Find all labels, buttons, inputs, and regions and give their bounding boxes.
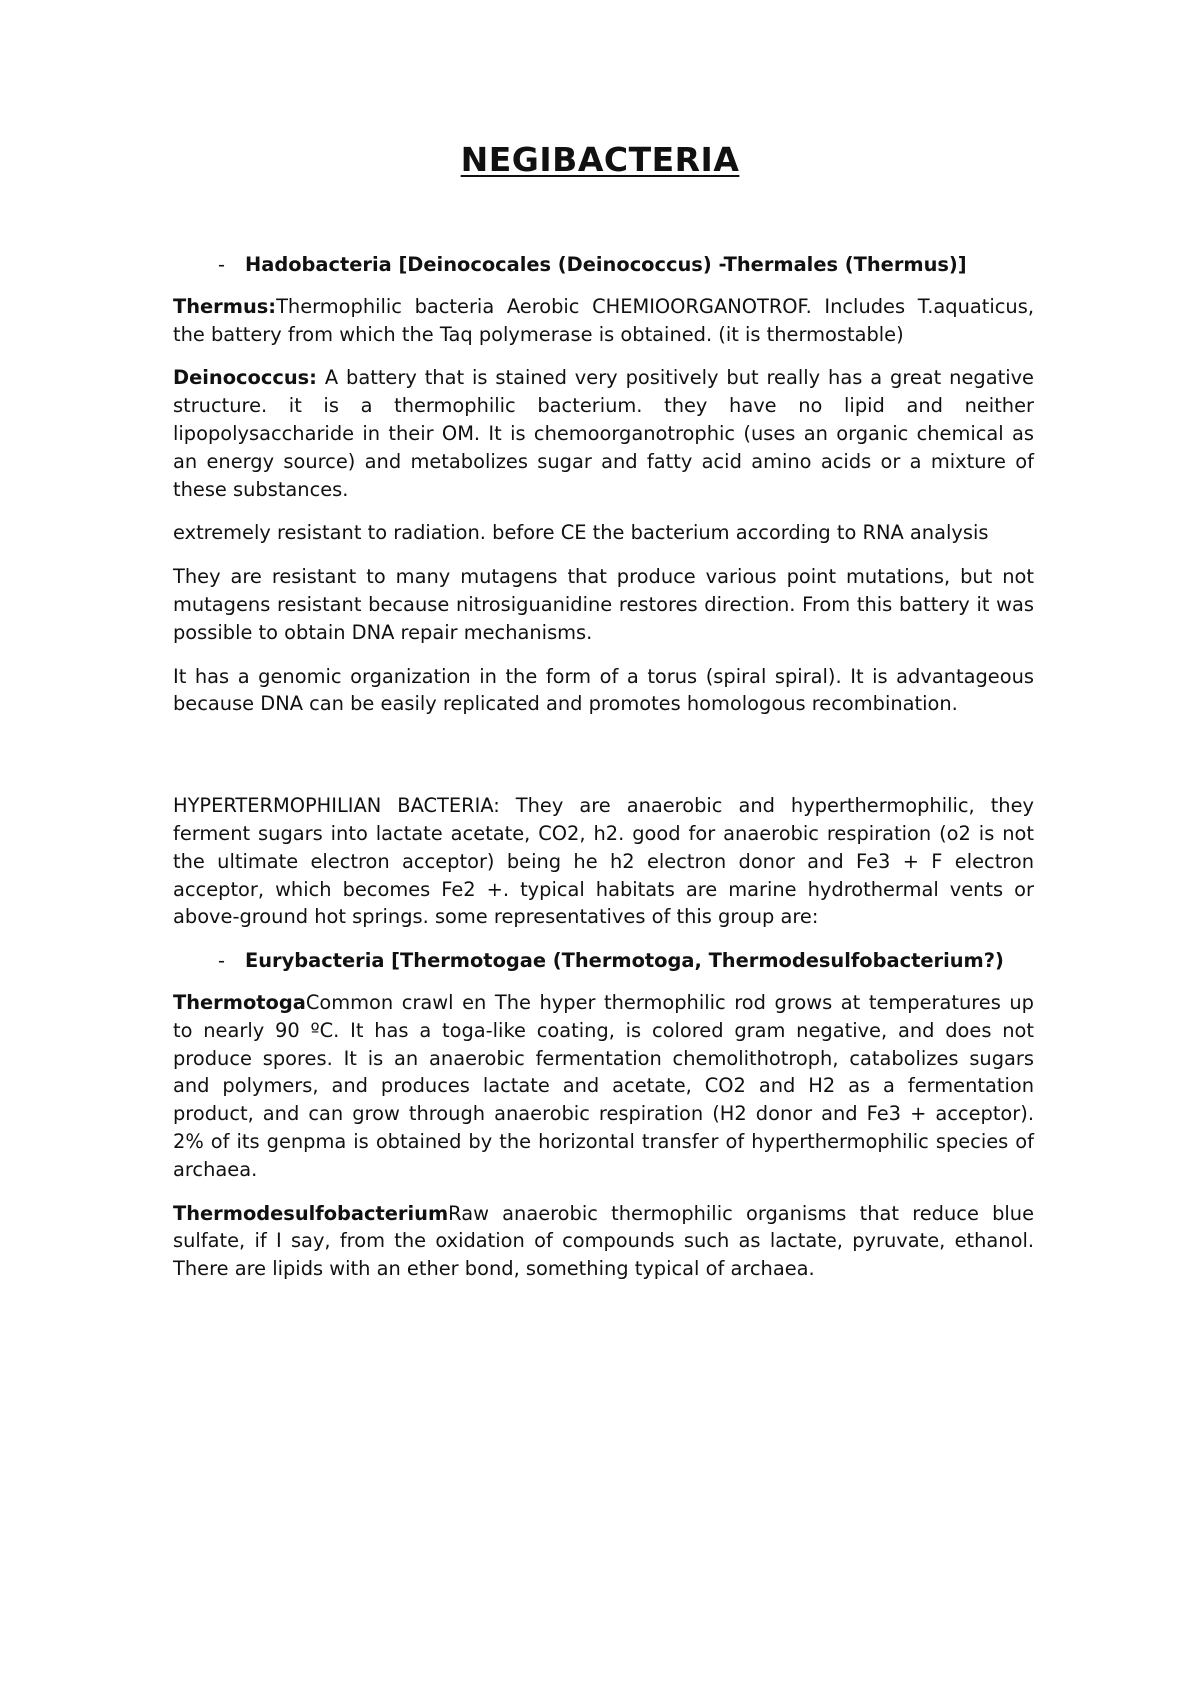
paragraph-torus: It has a genomic organization in the form of a torus (spiral spiral). It is advantageous because DNA can be easily replicated and promotes homologous recombination. <box>173 664 1034 716</box>
definition-thermotoga: Common crawl en The hyper thermophilic rod grows at temperatures up to nearly 90 ºC. It has a toga-like coating, is colored gram negative, and does not produce spores. It is an anaerobic fermentation chemolithotroph, catabolizes sugars and polymers, and produces lactate and acetate, CO2 and H2 as a fermentation product, and can grow through anaerobic respiration (H2 donor and Fe3 + acceptor). 2% of its genpma is obtained by the horizontal transfer of hyperthermophilic species of archaea. <box>173 990 1034 1181</box>
paragraph-thermodesulfobacterium <box>173 1200 1034 1283</box>
term-thermus: Thermus: <box>173 294 277 318</box>
term-thermodesulfobacterium: Thermodesulfobacterium <box>173 1201 449 1225</box>
paragraph-thermotoga <box>173 989 1034 1184</box>
definition-thermodesulfobacterium: Raw anaerobic thermophilic organisms that reduce blue sulfate, if I say, from the oxidation of compounds such as lactate, pyruvate, ethanol. There are lipids with an ether bond, something typical of archaea. <box>173 1201 1034 1281</box>
list-bullet-dash: - <box>218 253 225 276</box>
definition-thermus: Thermophilic bacteria Aerobic CHEMIOORGANOTROF. Includes T.aquaticus, the battery from which the Taq polymerase is obtained. (it is thermostable) <box>173 294 1034 346</box>
paragraph-mutagens: They are resistant to many mutagens that produce various point mutations, but not mutagens resistant because nitrosiguanidine restores direction. From this battery it was possible to obtain DNA repair mechanisms. <box>173 565 1034 644</box>
paragraph-hyperthermophilian: HYPERTERMOPHILIAN BACTERIA: They are anaerobic and hyperthermophilic, they ferment sugars into lactate acetate, CO2, h2. good for anaerobic respiration (o2 is not the ultimate electron acceptor) being he h2 electron donor and Fe3 + F electron acceptor, which becomes Fe2 +. typical habitats are marine hydrothermal vents or above-ground hot springs. some representatives of this group are: <box>173 794 1034 929</box>
document-body <box>173 251 1034 1299</box>
definition-deinococcus: A battery that is stained very positively but really has a great negative structure. it is a thermophilic bacterium. they have no lipid and neither lipopolysaccharide in their OM. It is chemoorganotrophic (uses an organic chemical as an energy source) and metabolizes sugar and fatty acid amino acids or a mixture of these substances. <box>173 366 1034 501</box>
list-item-eurybacteria <box>173 947 1034 975</box>
term-thermotoga: Thermotoga <box>173 990 306 1014</box>
paragraph-radiation: extremely resistant to radiation. before CE the bacterium according to RNA analysis <box>173 521 989 545</box>
document-title: NEGIBACTERIA <box>460 140 740 179</box>
paragraph-thermus <box>173 293 1034 349</box>
list-item-text: Eurybacteria [Thermotogae (Thermotoga, Thermodesulfobacterium?) <box>245 949 1004 973</box>
term-deinococcus: Deinococcus: <box>173 366 317 390</box>
list-bullet-dash: - <box>218 949 225 973</box>
section-spacer <box>173 734 1034 792</box>
list-item-text: Hadobacteria [Deinococales (Deinococcus) -Thermales (Thermus)] <box>245 253 967 276</box>
list-item-hadobacteria <box>173 251 1034 279</box>
paragraph-deinococcus <box>173 364 1034 503</box>
